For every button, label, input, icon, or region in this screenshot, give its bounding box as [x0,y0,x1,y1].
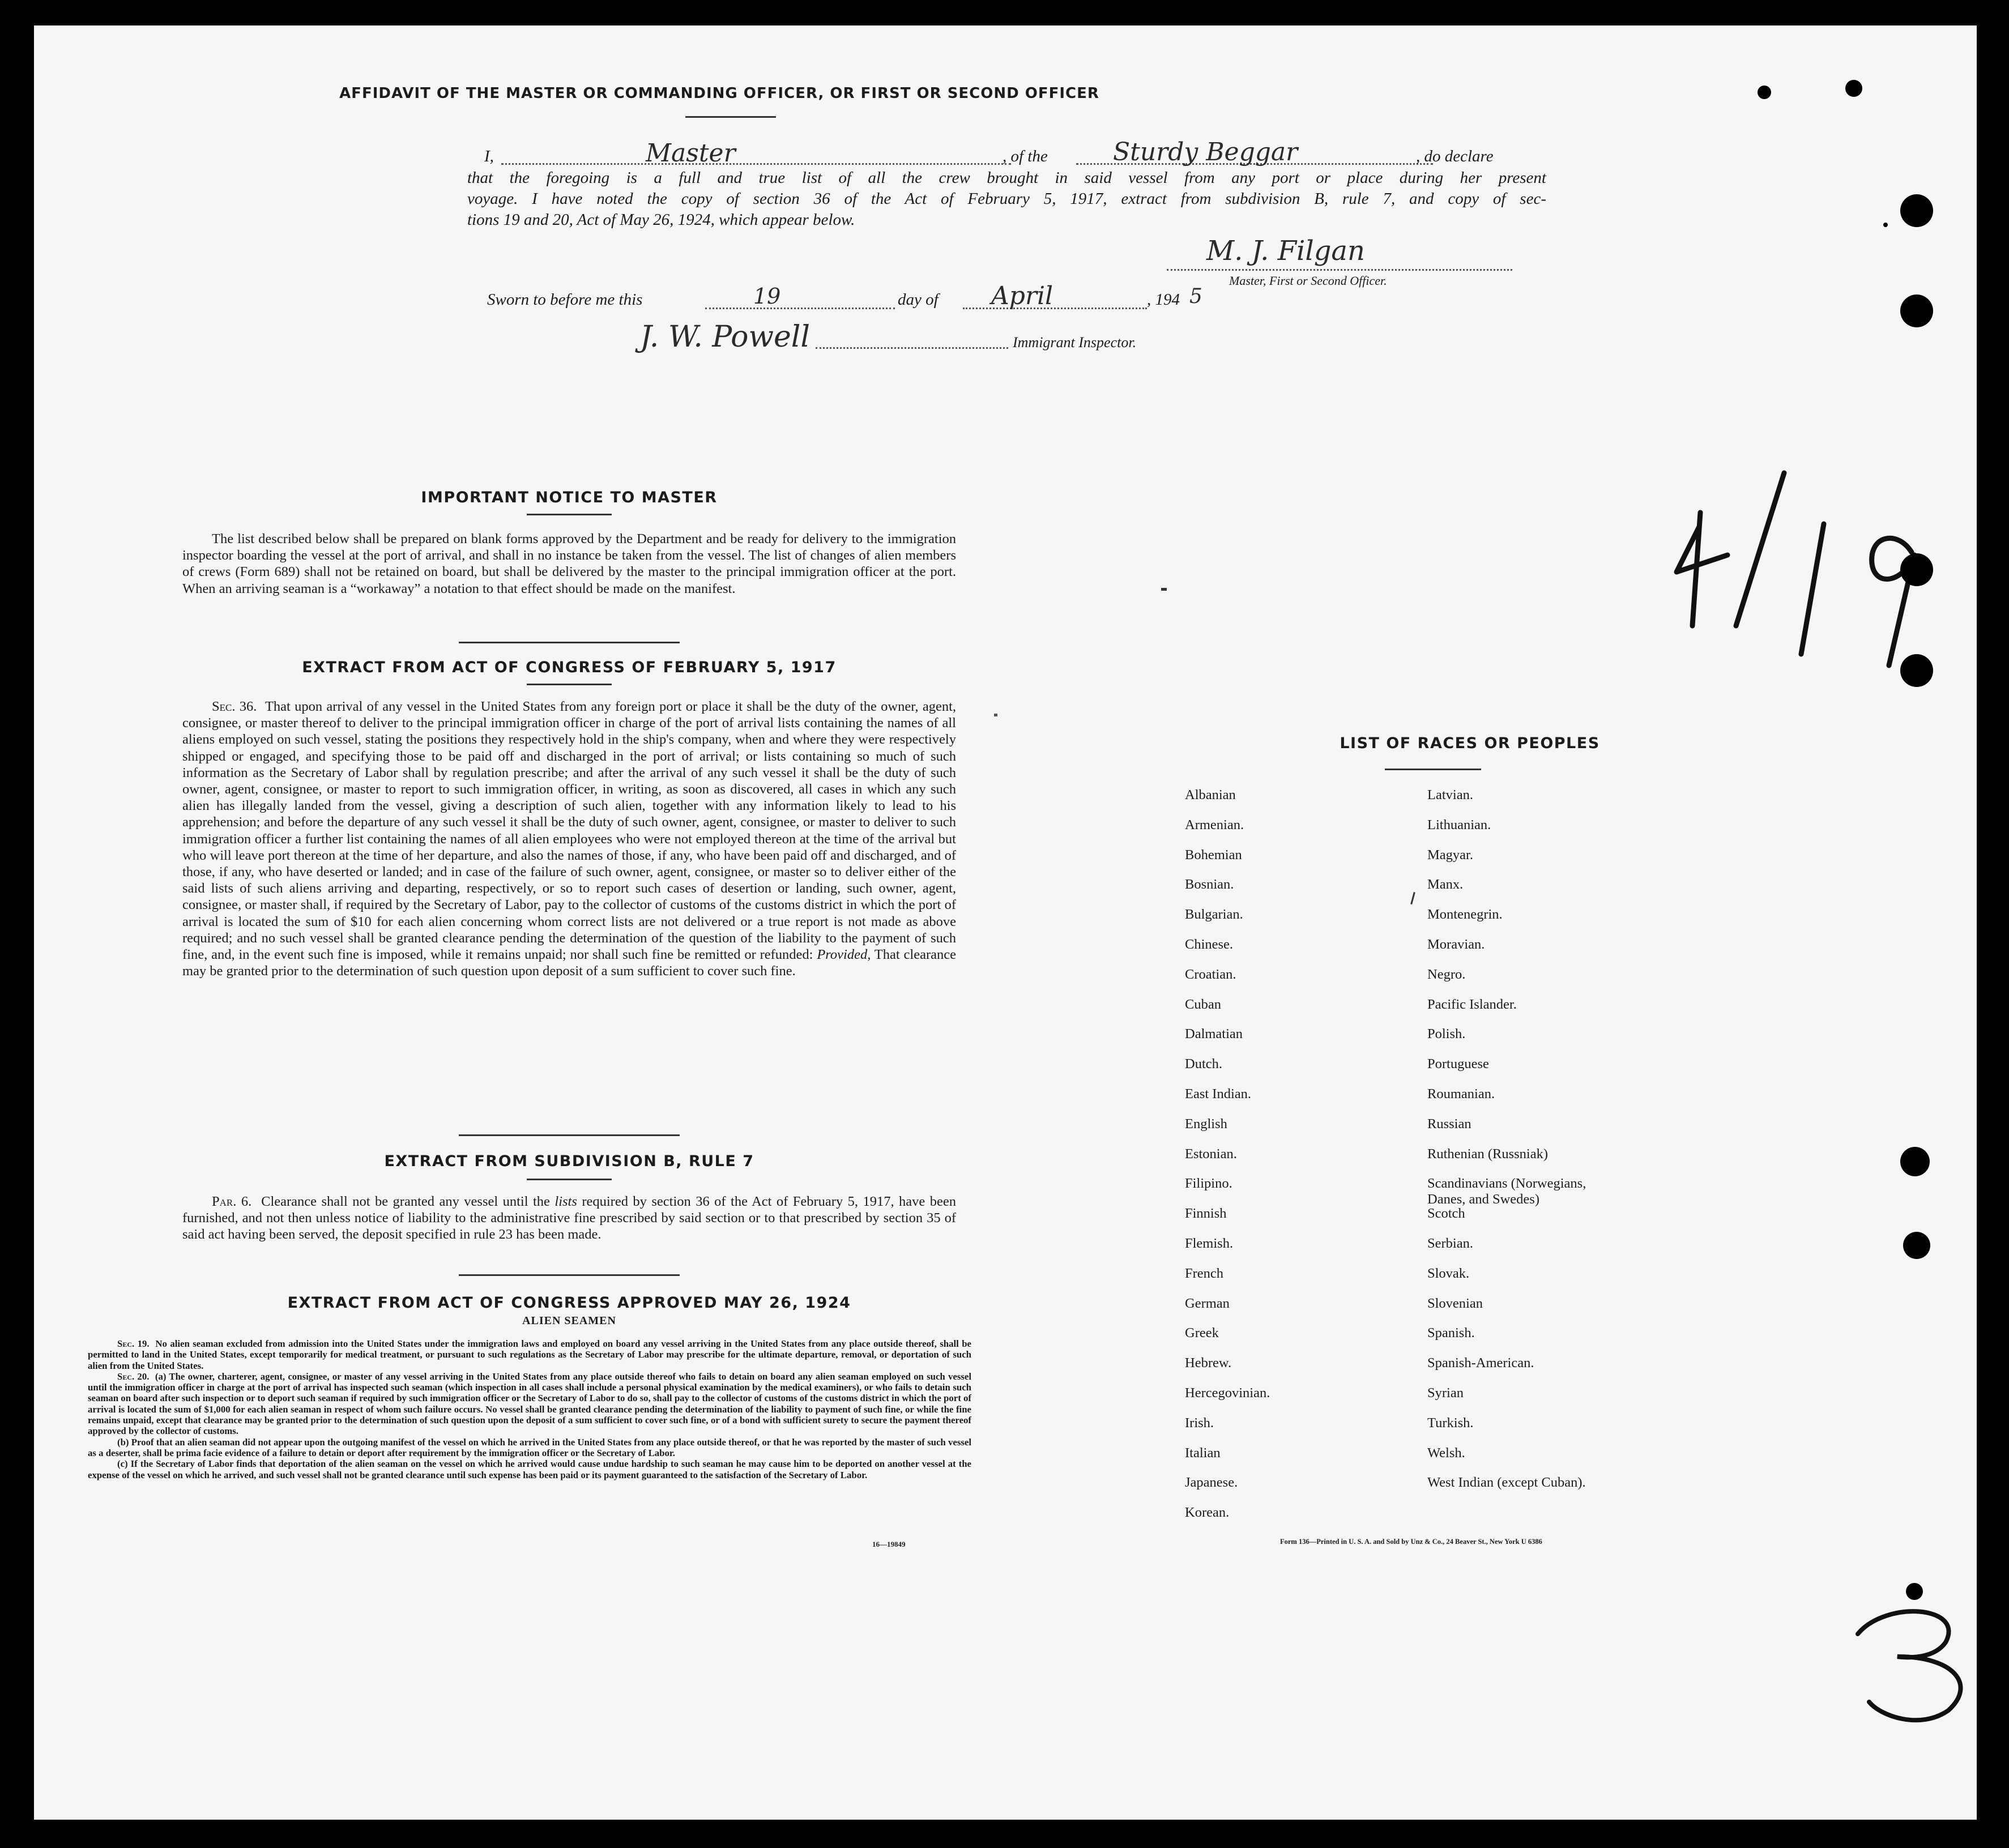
sec-20-label: Sec. 20. [117,1371,150,1382]
provided-term: Provided, [817,947,871,963]
stray-mark [994,714,997,716]
sworn-month-handwritten: April [991,281,1053,310]
rule7-divider [527,1179,612,1180]
master-signature: M. J. Filgan [1206,235,1365,267]
section-divider [459,1134,680,1136]
race-item: Negro. [1427,966,1466,982]
section-divider [459,1274,680,1276]
signature-line [1167,269,1512,271]
extract-1924-text [88,1338,971,1480]
race-item: Scandinavians (Norwegians, [1427,1176,1586,1192]
affidavit-line-2: that the foregoing is a full and true list of all the crew brought in said vessel from any port or place during her present [467,169,1546,187]
punch-hole [1900,553,1933,586]
rule7-title: EXTRACT FROM SUBDIVISION B, RULE 7 [384,1153,754,1170]
race-item: Albanian [1185,787,1236,803]
punch-hole [1883,223,1888,227]
race-item: Dutch. [1185,1056,1222,1072]
affidavit-line-4: tions 19 and 20, Act of May 26, 1924, which appear below. [467,211,855,229]
sworn-label: Sworn to before me this [487,291,643,309]
sec-36-text: That upon arrival of any vessel in the United States from any foreign port or place it shall be the duty of the owner, agent, consignee, or master thereof to deliver to the principal immigration officer in charge of the port of arrival lists containing the names of all aliens employed on such vessel, stating the positions they respectively hold in the ship's company, when and where they were respectively shipped or engaged, and specifying those to be paid off and discharged in the port of arrival; or lists containing so much of such information as the Secretary of Labor shall by regulation prescribe; and after the arrival of any such vessel it shall be the duty of such owner, agent, consignee, or master to report to such immigration officer, in writing, as soon as discovered, all cases in which any such alien has illegally landed from the vessel, giving a description of such alien, together with any information likely to lead to his apprehension; and before the departure of any such vessel it shall be the duty of such owner, agent, consignee, or master to deliver to such immigration officer a further list containing the names of all alien employees who were not employed thereon at the time of the arrival but who will leave port thereon at the time of her departure, and also the names of those, if any, who have been paid off and discharged, and of those, if any, who have deserted or landed; and in case of the failure of such owner, agent, consignee, or master so to deliver either of the said lists of such aliens arriving and departing, respectively, or so to report such cases of desertion or landing, such owner, agent, consignee, or master shall, if required by the Secretary of Labor, pay to the collector of customs of the customs district in which the port of arrival is located the sum of $10 for each alien concerning whom correct lists are not delivered or a true report is not made as above required; and no such vessel shall be granted clearance pending the determination of the question of the liability to the payment of such fine, and, in the event such fine is imposed, while it remains unpaid; nor shall such fine be remitted or refunded: [182,699,956,963]
officer-title-line [501,163,1011,165]
sec-19-label: Sec. 19. [117,1338,150,1349]
punch-hole [1900,1147,1930,1176]
race-item: Flemish. [1185,1236,1234,1251]
sec-20a-text: (a) The owner, charterer, agent, consignee, or master of any vessel arriving in the United States from any place outside thereof who fails to detain on board any alien seaman employed on such vessel until the immigration officer in charge at the port of arrival has inspected such seaman (which inspection in all cases shall include a personal physical examination by the medical examiners), or who fails to detain such seaman on board after such inspection or to deport such seaman if required by such immigration officer or the Secretary of Labor to do so, shall pay to the collector of customs of the customs district in which the port of arrival is located the sum of $1,000 for each alien seaman in respect of whom such failure occurs. No vessel shall be granted clearance pending the determination of the liability to payment of such fine, or while the fine remains unpaid, except that clearance may be granted prior to the determination of such question upon the deposit of a sum sufficient to cover such fine, or of a bond with sufficient surety to secure the payment thereof approved by the collector of customs. [88,1371,971,1437]
punch-hole [1900,194,1933,227]
race-item: Spanish. [1427,1325,1475,1341]
race-item: Filipino. [1185,1176,1232,1192]
stray-mark [1161,588,1167,591]
par-6-text-end: required by section 36 of the Act of February 5, 1917, have been furnished, and not then unless notice of liability to the administrative fine prescribed by said section or to that prescribed by section 35 of said act having been served, the deposit specified in rule 23 has been made. [182,1194,957,1243]
race-item: Lithuanian. [1427,817,1491,833]
race-item: East Indian. [1185,1086,1252,1102]
race-item: Bulgarian. [1185,907,1243,923]
punch-hole [1906,1583,1923,1600]
race-item: Japanese. [1185,1475,1238,1491]
race-item: Greek [1185,1325,1219,1341]
notice-paragraph: The list described below shall be prepared on blank forms approved by the Department and be ready for delivery to the immigration inspector boarding the vessel at the port of arrival, and shall in no instance be taken from the vessel. The list of changes of alien members of crews (Form 689) shall not be retained on board, but shall be delivered by the master to the principal immigration officer at the port. When an arriving seaman is a “workaway” a notation to that effect should be made on the manifest. [182,531,956,596]
inspector-caption: Immigrant Inspector. [1013,334,1137,351]
punch-hole [1900,295,1933,327]
inspector-signature: J. W. Powell [640,320,811,354]
sworn-day-line [705,308,895,309]
races-divider [1385,769,1481,770]
race-item: Irish. [1185,1415,1214,1431]
title-divider [685,116,776,118]
punch-hole [1903,1232,1930,1259]
of-the-label: , of the [1003,147,1048,165]
sec-20c-text: (c) If the Secretary of Labor finds that deportation of the alien seaman on the vessel on which he arrived would cause undue hardship to such seaman he may cause him to be deported on another vessel at the expense of the vessel on which he arrived, and such vessel shall not be granted clearance until such expense has been paid or its payment guaranteed to the satisfaction of the Secretary of Labor. [88,1458,971,1480]
race-item: Croatian. [1185,966,1236,982]
race-item: Italian [1185,1445,1221,1461]
rule7-text [182,1193,956,1243]
race-item: Welsh. [1427,1445,1465,1461]
sworn-month-line [963,308,1147,309]
punch-hole [1900,654,1933,687]
race-item: Roumanian. [1427,1086,1495,1102]
par-6-text: Clearance shall not be granted any vessel until the [261,1194,550,1209]
punch-hole [1758,86,1771,99]
sworn-day-handwritten: 19 [753,284,781,309]
race-item: Chinese. [1185,937,1234,952]
race-item: Slovenian [1427,1295,1483,1311]
race-item: English [1185,1116,1227,1132]
race-item: German [1185,1295,1230,1311]
notice-title: IMPORTANT NOTICE TO MASTER [421,489,718,506]
year-handwritten: 5 [1189,285,1202,308]
race-item: Bohemian [1185,847,1242,863]
race-item: French [1185,1265,1224,1281]
sec-20b-text: (b) Proof that an alien seaman did not appear upon the outgoing manifest of the vessel on which he arrived in the United States from any place outside thereof, or that he was reported by the master of such vessel as a deserter, shall be prima facie evidence of a failure to detain or deport after requirement by the immigration officer or the Secretary of Labor. [88,1436,971,1458]
race-item: Hebrew. [1185,1355,1232,1371]
race-item: Danes, and Swedes) [1427,1192,1539,1207]
par-6-label: Par. 6. [212,1194,252,1209]
lists-term: lists [554,1194,577,1209]
race-item: Bosnian. [1185,877,1234,893]
print-code: 16—19849 [872,1540,906,1548]
race-item: Syrian [1427,1385,1464,1401]
notice-divider [527,514,612,515]
race-item: Latvian. [1427,787,1473,803]
sec-36-text-end: That clearance may be granted prior to the determination of such question upon deposit of a sum sufficient to cover such fine. [182,947,956,979]
race-item: Slovak. [1427,1265,1470,1281]
race-item: Korean. [1185,1505,1230,1521]
race-item: Hercegovinian. [1185,1385,1270,1401]
race-item: Pacific Islander. [1427,996,1517,1012]
affidavit-form-page [34,25,1977,1820]
race-item: Polish. [1427,1026,1466,1042]
race-item: Magyar. [1427,847,1473,863]
sec-36-label: Sec. 36. [212,699,257,714]
year-label: , 194 [1147,291,1180,309]
extract-1917-text [182,698,956,979]
race-item: Portuguese [1427,1056,1489,1072]
punch-hole [1845,80,1862,97]
race-item: Dalmatian [1185,1026,1243,1042]
race-item: Scotch [1427,1206,1465,1222]
inspector-signature-line [816,347,1008,349]
affidavit-line-3: voyage. I have noted the copy of section 36 of the Act of February 5, 1917, extract from subdivision B, rule 7, and copy of sec- [467,190,1546,208]
races-title: LIST OF RACES OR PEOPLES [1340,735,1600,752]
officer-title-handwritten: Master [646,139,736,168]
alien-seamen-subtitle: ALIEN SEAMEN [522,1314,616,1327]
form-note: Form 136—Printed in U. S. A. and Sold by Unz & Co., 24 Beaver St., New York U 6386 [1280,1538,1542,1546]
vessel-name-handwritten: Sturdy Beggar [1113,138,1298,167]
extract-1917-divider [527,684,612,685]
race-item: Turkish. [1427,1415,1474,1431]
race-item: Manx. [1427,877,1464,893]
affidavit-prefix: I, [484,147,494,165]
race-item: Ruthenian (Russniak) [1427,1146,1548,1162]
race-item: Serbian. [1427,1236,1473,1251]
race-item: Moravian. [1427,937,1485,952]
race-item: Spanish-American. [1427,1355,1534,1371]
sec-19-text: No alien seaman excluded from admission into the United States under the immigration laws and employed on board any vessel arriving in the United States from any place outside thereof, shall be permitted to land in the United States, except temporarily for medical treatment, or pursuant to such regulations as the Secretary of Labor may prescribe for the ultimate departure, removal, or deportation of such alien from the United States. [88,1338,971,1371]
race-item: West Indian (except Cuban). [1427,1475,1586,1491]
affidavit-title: AFFIDAVIT OF THE MASTER OR COMMANDING OFFICER, OR FIRST OR SECOND OFFICER [339,85,1099,102]
race-item: Finnish [1185,1206,1227,1222]
race-item: Armenian. [1185,817,1244,833]
race-item: Cuban [1185,996,1221,1012]
extract-1924-title: EXTRACT FROM ACT OF CONGRESS APPROVED MAY 26, 1924 [287,1294,851,1312]
notice-text [182,531,956,597]
race-item: Montenegrin. [1427,907,1503,923]
day-of-label: day of [898,291,939,309]
page-number-3 [1846,1594,1977,1725]
race-item: Estonian. [1185,1146,1237,1162]
stray-mark [1410,892,1415,904]
race-item: Russian [1427,1116,1471,1132]
signature-caption: Master, First or Second Officer. [1229,274,1387,288]
declare-label: , do declare [1416,147,1494,165]
date-mark-4-19 [1665,439,1937,677]
extract-1917-title: EXTRACT FROM ACT OF CONGRESS OF FEBRUARY 5, 1917 [302,659,837,676]
section-divider [459,642,680,643]
